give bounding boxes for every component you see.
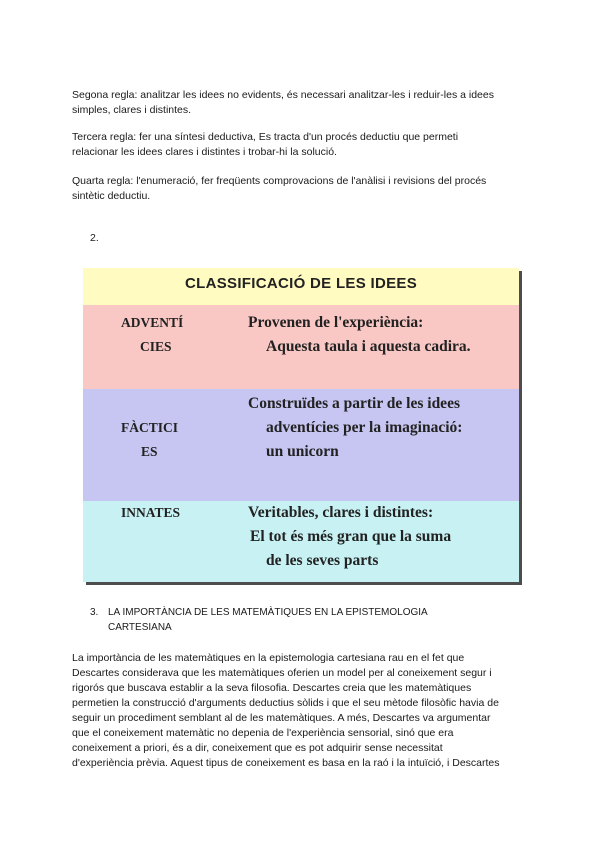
tercera-regla-paragraph — [72, 130, 532, 160]
paragraph-line: Segona regla: analitzar les idees no evidents, és necessari analitzar-les i reduir-les a idees — [72, 89, 494, 101]
description-line: Construïdes a partir de les idees — [248, 395, 460, 412]
paragraph-line: simples, clares i distintes. — [72, 104, 192, 116]
importancia-paragraph — [72, 651, 542, 771]
category-line: CIES — [140, 339, 172, 354]
paragraph-line: relacionar les idees clares i distintes i trobar-hi la solució. — [72, 146, 337, 158]
table-row-innates — [83, 501, 519, 582]
paragraph-line: permetien la construcció d'arguments deductius sòlids i que el seu mètode filosòfic havia de — [72, 697, 499, 709]
paragraph-line: Tercera regla: fer una síntesi deductiva, Es tracta d'un procés deductiu que permeti — [72, 131, 459, 143]
description-line: adventícies per la imaginació: — [266, 419, 463, 436]
table-title: CLASSIFICACIÓ DE LES IDEES — [185, 275, 417, 292]
section-number: 3. — [90, 607, 99, 618]
table-title-row — [83, 268, 519, 305]
description-line: Aquesta taula i aquesta cadira. — [266, 338, 471, 355]
category-line: ADVENTÍ — [121, 315, 184, 330]
description-cell — [248, 311, 471, 359]
category-cell — [121, 501, 180, 525]
description-line: un unicorn — [266, 443, 339, 460]
category-cell — [121, 416, 178, 464]
paragraph-line: coneixement a priori, és a dir, coneixement que es pot adquirir sense necessitat — [72, 742, 443, 754]
category-cell — [121, 311, 183, 359]
description-cell — [248, 501, 451, 573]
paragraph-line: sintètic deductiu. — [72, 190, 151, 202]
table-row-adventicies — [83, 305, 519, 389]
paragraph-line: seguir un procediment semblant al de les matemàtiques. A més, Descartes va argumentar — [72, 712, 491, 724]
description-line: Veritables, clares i distintes: — [248, 504, 434, 521]
paragraph-line: rigorós que buscava establir a la seva filosofia. Descartes creia que les matemàtiques — [72, 682, 472, 694]
segona-regla-paragraph — [72, 88, 532, 118]
section-heading-line: CARTESIANA — [108, 622, 172, 633]
paragraph-line: Quarta regla: l'enumeració, fer freqüents comprovacions de l'anàlisi i revisions del procés — [72, 175, 487, 187]
list-item-number: 2. — [90, 232, 99, 244]
description-line: Provenen de l'experiència: — [248, 314, 424, 331]
description-line: El tot és més gran que la suma — [250, 528, 452, 545]
category-line: INNATES — [121, 505, 181, 520]
paragraph-line: que el coneixement matemàtic no depenia de l'experiència sensorial, sinó que era — [72, 727, 454, 739]
quarta-regla-paragraph — [72, 174, 532, 204]
paragraph-line: d'experiència prèvia. Aquest tipus de coneixement es basa en la raó i la intuïció, i Descartes — [72, 757, 500, 769]
classification-table — [83, 268, 519, 582]
description-line: de les seves parts — [266, 552, 379, 569]
description-cell — [248, 392, 462, 464]
table-row-facticies — [83, 389, 519, 501]
paragraph-line: La importància de les matemàtiques en la epistemologia cartesiana rau en el fet que — [72, 652, 465, 664]
category-line: ES — [141, 444, 158, 459]
paragraph-line: Descartes considerava que les matemàtiques oferien un model per al coneixement segur i — [72, 667, 492, 679]
category-line: FÀCTICI — [121, 420, 179, 435]
section-heading-line: LA IMPORTÀNCIA DE LES MATEMÀTIQUES EN LA EPISTEMOLOGIA — [108, 607, 428, 618]
